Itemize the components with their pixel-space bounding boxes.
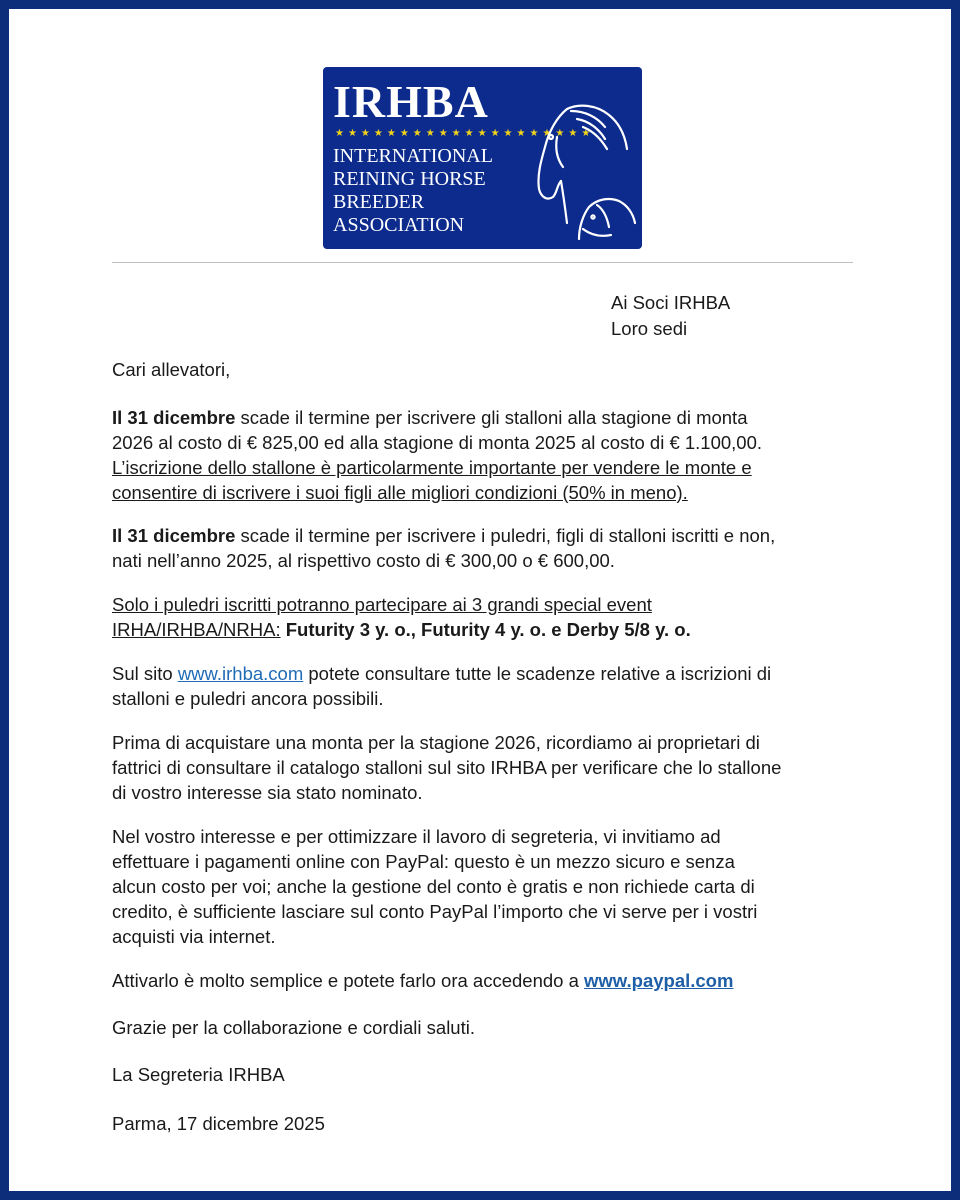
- p2-line-1: [112, 524, 775, 548]
- p7-line: [112, 969, 733, 993]
- p6-line-3: alcun costo per voi; anche la gestione del conto è gratis e non richiede carta di: [112, 876, 755, 897]
- logo-title: IRHBA: [333, 76, 489, 127]
- closing: Grazie per la collaborazione e cordiali saluti.: [112, 1017, 475, 1038]
- p6-line-1: Nel vostro interesse e per ottimizzare il lavoro di segreteria, vi invitiamo ad: [112, 826, 721, 847]
- p6-line-2: effettuare i pagamenti online con PayPal: questo è un mezzo sicuro e senza: [112, 851, 735, 872]
- p3-events-label: IRHA/IRHBA/NRHA:: [112, 619, 281, 640]
- logo-name: [333, 145, 493, 237]
- p1-line-4: consentire di iscrivere i suoi figli alle migliori condizioni (50% in meno).: [112, 482, 688, 503]
- p6-line-4: credito, è sufficiente lasciare sul conto PayPal l’importo che vi serve per i vostri: [112, 901, 758, 922]
- header-divider: [112, 262, 853, 263]
- logo-line-4: ASSOCIATION: [333, 214, 465, 236]
- p3-events: Futurity 3 y. o., Futurity 4 y. o. e Derby 5/8 y. o.: [280, 619, 691, 640]
- p1-line-1: [112, 406, 747, 430]
- greeting: Cari allevatori,: [112, 359, 231, 380]
- p5-line-1: Prima di acquistare una monta per la stagione 2026, ricordiamo ai proprietari di: [112, 732, 760, 753]
- p2-line-1-rest: scade il termine per iscrivere i puledri, figli di stalloni iscritti e non,: [235, 525, 776, 546]
- paypal-link[interactable]: www.paypal.com: [584, 970, 734, 991]
- irhba-website-link[interactable]: www.irhba.com: [177, 663, 304, 684]
- p4-post: potete consultare tutte le scadenze relative a iscrizioni di: [303, 663, 772, 684]
- logo-line-1: INTERNATIONAL: [333, 145, 493, 167]
- recipient-line-1: Ai Soci IRHBA: [611, 292, 731, 313]
- p1-date: Il 31 dicembre: [112, 407, 236, 428]
- p4-pre: Sul sito: [112, 663, 178, 684]
- p5-line-2: fattrici di consultare il catalogo stalloni sul sito IRHBA per verificare che lo stallone: [112, 757, 782, 778]
- p1-line-2: 2026 al costo di € 825,00 ed alla stagione di monta 2025 al costo di € 1.100,00.: [112, 432, 763, 453]
- p2-date: Il 31 dicembre: [112, 525, 236, 546]
- p4-line-1: [112, 662, 771, 686]
- p2-line-2: nati nell’anno 2025, al rispettivo costo di € 300,00 o € 600,00.: [112, 550, 615, 571]
- logo-line-2: REINING HORSE: [333, 168, 486, 190]
- p3-line-1: Solo i puledri iscritti potranno partecipare ai 3 grandi special event: [112, 594, 652, 615]
- place-date: Parma, 17 dicembre 2025: [112, 1113, 325, 1134]
- p1-line-3: L’iscrizione dello stallone è particolarmente importante per vendere le monte e: [112, 457, 752, 478]
- irhba-logo: [323, 67, 642, 249]
- logo-line-3: BREEDER: [333, 191, 425, 213]
- recipient-line-2: Loro sedi: [611, 318, 688, 339]
- p7-pre: Attivarlo è molto semplice e potete farlo ora accedendo a: [112, 970, 585, 991]
- p4-line-2: stalloni e puledri ancora possibili.: [112, 688, 384, 709]
- horse-and-foal-icon: [527, 97, 642, 247]
- p3-line-2: [112, 618, 691, 642]
- signature: La Segreteria IRHBA: [112, 1064, 285, 1085]
- logo-stars: ★★★★★★★★★★★★★★★★★★★★: [335, 128, 595, 139]
- p1-line-1-rest: scade il termine per iscrivere gli stalloni alla stagione di monta: [235, 407, 748, 428]
- p5-line-3: di vostro interesse sia stato nominato.: [112, 782, 423, 803]
- p6-line-5: acquisti via internet.: [112, 926, 276, 947]
